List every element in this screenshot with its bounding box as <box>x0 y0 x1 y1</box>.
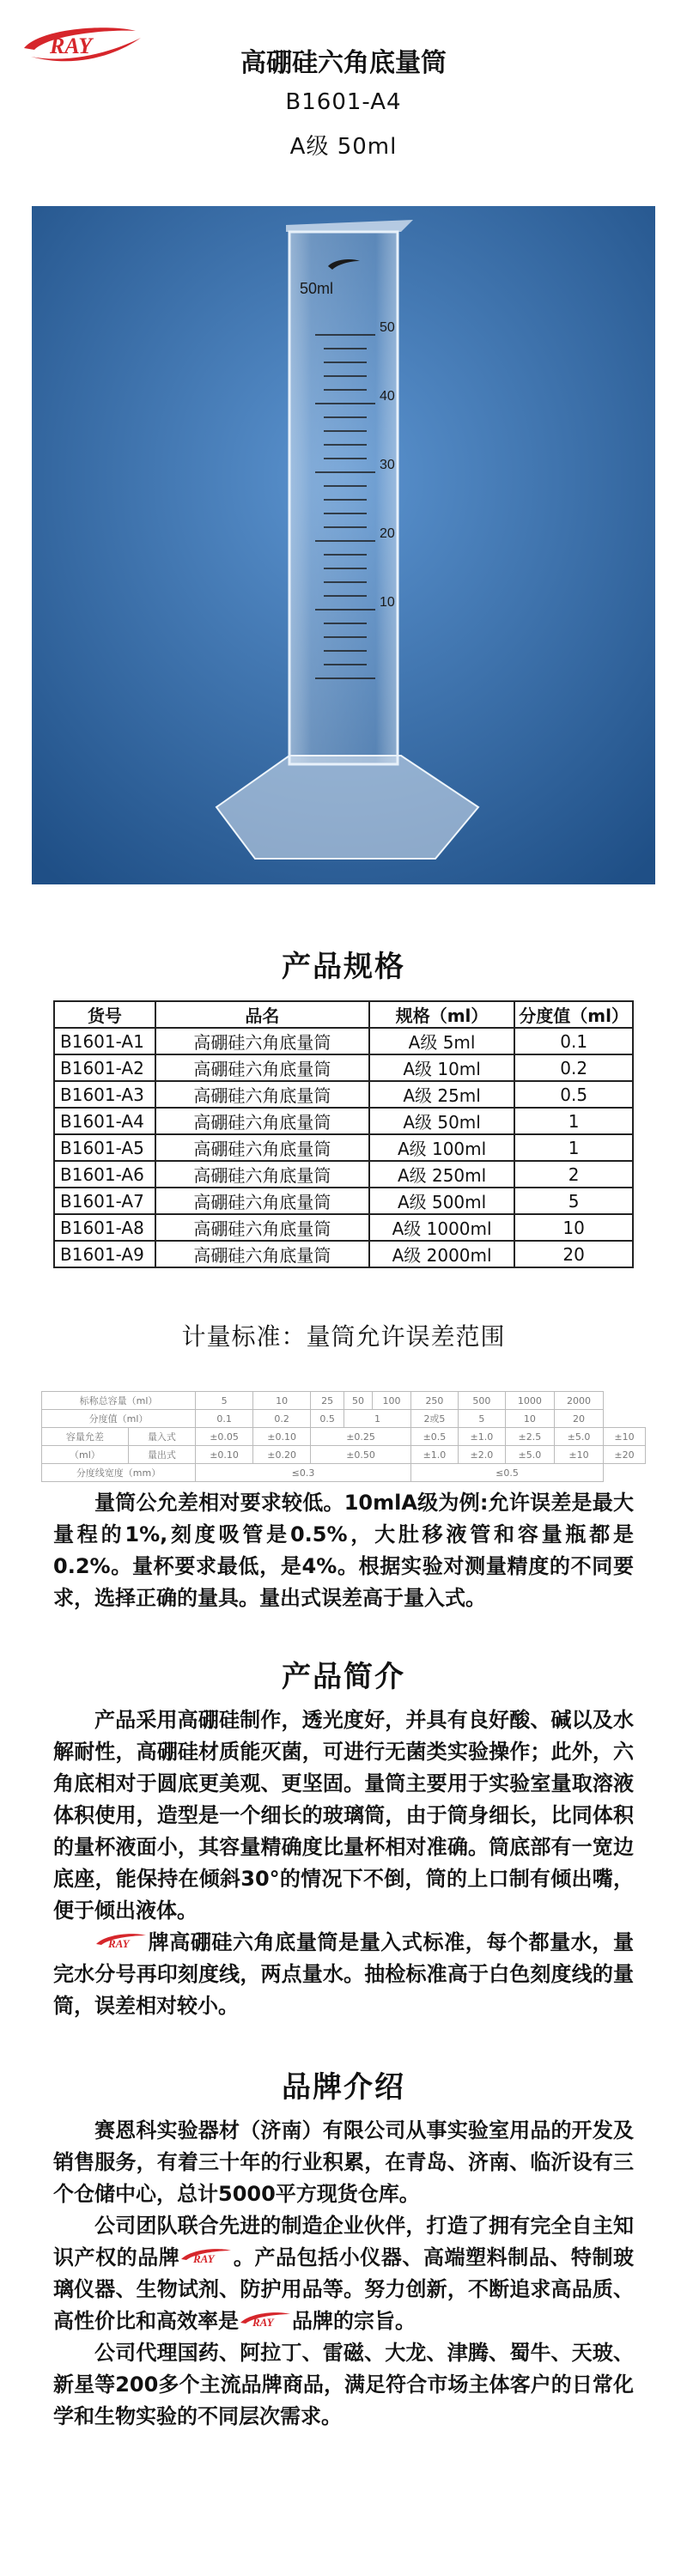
tol-cell: 分度值（ml） <box>42 1410 196 1428</box>
tol-cell: 0.5 <box>311 1410 344 1428</box>
scale-label-20: 20 <box>380 526 395 541</box>
brand-logo-inline <box>179 2245 233 2268</box>
tol-cell: ±0.05 <box>196 1428 253 1446</box>
tolerance-note-text: 量筒公允差相对要求较低。10mlA级为例:允许误差是最大量程的1%,刻度吸管是0.5%，大肚移液管和容量瓶都是0.2%。量杯要求最低，是4%。根据实验对测量精度的不同要求，选择正确的量具。量出式误差高于量入式。 <box>53 1491 634 1610</box>
table-row <box>54 1161 633 1188</box>
cell-capacity: A级 500ml <box>369 1188 514 1214</box>
tol-cell: ≤0.5 <box>410 1464 603 1482</box>
cell-capacity: A级 100ml <box>369 1134 514 1161</box>
tol-cell: 5 <box>196 1392 253 1410</box>
cell-division: 2 <box>514 1161 633 1188</box>
cell-name: 高硼硅六角底量筒 <box>155 1054 369 1081</box>
tol-cell: 分度线宽度（mm） <box>42 1464 196 1482</box>
spec-header-division: 分度值（ml） <box>514 1001 633 1028</box>
tol-cell: ±0.10 <box>253 1428 311 1446</box>
spec-header-capacity: 规格（ml） <box>369 1001 514 1028</box>
product-title: 高硼硅六角底量筒 <box>240 48 447 78</box>
tol-cell: ≤0.3 <box>196 1464 411 1482</box>
intro-section-title: 产品简介 <box>282 1660 405 1694</box>
cell-division: 1 <box>514 1108 633 1134</box>
tol-cell: 100 <box>372 1392 410 1410</box>
tol-cell: ±20 <box>604 1446 646 1464</box>
brand-paragraph-3: 公司代理国药、阿拉丁、雷磁、大龙、津腾、蜀牛、天玻、新星等200多个主流品牌商品，满足符合市场主体客户的日常化学和生物实验的不同层次需求。 <box>53 2341 634 2428</box>
tol-cell: 标称总容量（ml） <box>42 1392 196 1410</box>
table-row <box>54 1241 633 1267</box>
intro-paragraph-2 <box>53 1927 634 2022</box>
tol-cell: 2000 <box>554 1392 603 1410</box>
brand-paragraph-1: 赛恩科实验器材（济南）有限公司从事实验室用品的开发及销售服务，有着三十年的行业积累，在青岛、济南、临沂设有三个仓储中心，总计5000平方现货仓库。 <box>53 2118 634 2206</box>
tol-cell: ±5.0 <box>505 1446 554 1464</box>
tol-cell: 5 <box>458 1410 505 1428</box>
cell-name: 高硼硅六角底量筒 <box>155 1028 369 1054</box>
tolerance-table-wrap <box>41 1391 646 1482</box>
spec-header-code: 货号 <box>54 1001 155 1028</box>
table-row <box>54 1214 633 1241</box>
cell-code: B1601-A6 <box>54 1161 155 1188</box>
table-row <box>54 1081 633 1108</box>
cell-division: 0.1 <box>514 1028 633 1054</box>
cell-code: B1601-A3 <box>54 1081 155 1108</box>
brand-logo-inline-text: RAY <box>252 2316 274 2329</box>
tol-cell: 量入式 <box>128 1428 195 1446</box>
cell-capacity: A级 50ml <box>369 1108 514 1134</box>
table-row <box>42 1464 646 1482</box>
tol-cell: 2或5 <box>410 1410 458 1428</box>
table-row <box>54 1054 633 1081</box>
product-photo <box>32 206 655 884</box>
cell-code: B1601-A5 <box>54 1134 155 1161</box>
scale-label-40: 40 <box>380 389 395 404</box>
tol-cell: ±2.5 <box>505 1428 554 1446</box>
table-row <box>54 1028 633 1054</box>
scale-label-50: 50 <box>380 320 395 335</box>
tol-cell: ±2.0 <box>458 1446 505 1464</box>
tol-cell: ±0.5 <box>410 1428 458 1446</box>
cell-division: 20 <box>514 1241 633 1267</box>
tol-cell: 10 <box>505 1410 554 1428</box>
spec-table <box>53 1000 634 1268</box>
tol-cell: ±0.50 <box>311 1446 411 1464</box>
table-row <box>42 1392 646 1410</box>
brand-logo-inline-text: RAY <box>193 2252 215 2265</box>
brand-paragraph-2 <box>53 2210 634 2337</box>
tol-cell: （ml） <box>42 1446 129 1464</box>
intro-paragraph-2-text: 牌高硼硅六角底量筒是量入式标准，每个都量水，量完水分号再印刻度线，两点量水。抽检标准高于白色刻度线的量筒，误差相对较小。 <box>53 1930 634 2018</box>
cell-code: B1601-A9 <box>54 1241 155 1267</box>
tol-cell: 50 <box>344 1392 373 1410</box>
brand-logo-text: RAY <box>50 33 93 58</box>
table-row <box>54 1108 633 1134</box>
tol-cell: ±1.0 <box>458 1428 505 1446</box>
table-row <box>42 1446 646 1464</box>
brand-text <box>53 2115 634 2433</box>
tol-cell: ±0.25 <box>311 1428 411 1446</box>
cell-name: 高硼硅六角底量筒 <box>155 1134 369 1161</box>
cell-code: B1601-A8 <box>54 1214 155 1241</box>
cell-code: B1601-A2 <box>54 1054 155 1081</box>
scale-label-10: 10 <box>380 595 395 610</box>
cell-capacity: A级 1000ml <box>369 1214 514 1241</box>
cell-name: 高硼硅六角底量筒 <box>155 1241 369 1267</box>
cell-name: 高硼硅六角底量筒 <box>155 1108 369 1134</box>
cell-division: 5 <box>514 1188 633 1214</box>
brand-paragraph-2b: 。产品包括小仪器、高端塑料制品、特制玻璃仪器、生物试剂、防护用品等。努力创新，不断追求高品质、高性价比和高效率是 <box>53 2245 635 2333</box>
brand-paragraph-2a: 公司团队联合先进的制造企业伙伴，打造了拥有完全自主知识产权的品牌 <box>53 2214 634 2269</box>
cell-name: 高硼硅六角底量筒 <box>155 1161 369 1188</box>
table-row <box>54 1134 633 1161</box>
cell-division: 10 <box>514 1214 633 1241</box>
tol-cell: 容量允差 <box>42 1428 129 1446</box>
cell-code: B1601-A7 <box>54 1188 155 1214</box>
cell-capacity: A级 2000ml <box>369 1241 514 1267</box>
tol-cell: ±10 <box>554 1446 603 1464</box>
spec-header-name: 品名 <box>155 1001 369 1028</box>
tolerance-note <box>53 1487 634 1614</box>
brand-section-title: 品牌介绍 <box>282 2070 405 2105</box>
tol-cell: 0.1 <box>196 1410 253 1428</box>
tol-cell: 500 <box>458 1392 505 1410</box>
tol-cell: 0.2 <box>253 1410 311 1428</box>
spec-section-title: 产品规格 <box>282 950 405 984</box>
cylinder-marking: 50ml <box>300 280 334 297</box>
intro-text <box>53 1704 634 2022</box>
brand-logo-inline <box>239 2309 292 2331</box>
cell-division: 0.5 <box>514 1081 633 1108</box>
brand-paragraph-2c: 品牌的宗旨。 <box>292 2309 416 2333</box>
tol-cell: 10 <box>253 1392 311 1410</box>
cell-name: 高硼硅六角底量筒 <box>155 1081 369 1108</box>
table-row <box>54 1188 633 1214</box>
tol-cell: 20 <box>554 1410 603 1428</box>
intro-paragraph-1: 产品采用高硼硅制作，透光度好，并具有良好酸、碱以及水解耐性，高硼硅材质能灭菌，可进行无菌类实验操作；此外，六角底相对于圆底更美观、更坚固。量筒主要用于实验室量取溶液体积使用，造型是一个细长的玻璃筒，由于筒身细长，比同体积的量杯液面小，其容量精确度比量杯相对准确。筒底部有一宽边底座，能保持在倾斜30°的情况下不倒，筒的上口制有倾出嘴，便于倾出液体。 <box>53 1708 634 1923</box>
tolerance-table <box>41 1391 646 1482</box>
tol-cell: 1000 <box>505 1392 554 1410</box>
cell-capacity: A级 250ml <box>369 1161 514 1188</box>
brand-logo-inline <box>94 1930 148 1953</box>
tol-cell: ±0.20 <box>253 1446 311 1464</box>
tol-cell: ±5.0 <box>554 1428 603 1446</box>
tol-cell: ±1.0 <box>410 1446 458 1464</box>
tol-cell: 1 <box>344 1410 411 1428</box>
product-model: B1601-A4 <box>285 89 402 115</box>
tol-cell: ±0.10 <box>196 1446 253 1464</box>
cell-capacity: A级 5ml <box>369 1028 514 1054</box>
table-row <box>42 1410 646 1428</box>
tol-cell: 25 <box>311 1392 344 1410</box>
spec-table-header <box>54 1001 633 1028</box>
cell-name: 高硼硅六角底量筒 <box>155 1214 369 1241</box>
tol-cell: ±10 <box>604 1428 646 1446</box>
cell-name: 高硼硅六角底量筒 <box>155 1188 369 1214</box>
cell-code: B1601-A4 <box>54 1108 155 1134</box>
cell-capacity: A级 25ml <box>369 1081 514 1108</box>
product-spec: A级 50ml <box>289 134 398 160</box>
tol-cell: 250 <box>410 1392 458 1410</box>
scale-label-30: 30 <box>380 458 395 472</box>
brand-logo-inline-text: RAY <box>108 1937 130 1950</box>
cell-capacity: A级 10ml <box>369 1054 514 1081</box>
cell-division: 1 <box>514 1134 633 1161</box>
cell-code: B1601-A1 <box>54 1028 155 1054</box>
tol-cell: 量出式 <box>128 1446 195 1464</box>
table-row <box>42 1428 646 1446</box>
tolerance-heading: 计量标准：量筒允许误差范围 <box>181 1322 506 1351</box>
cell-division: 0.2 <box>514 1054 633 1081</box>
